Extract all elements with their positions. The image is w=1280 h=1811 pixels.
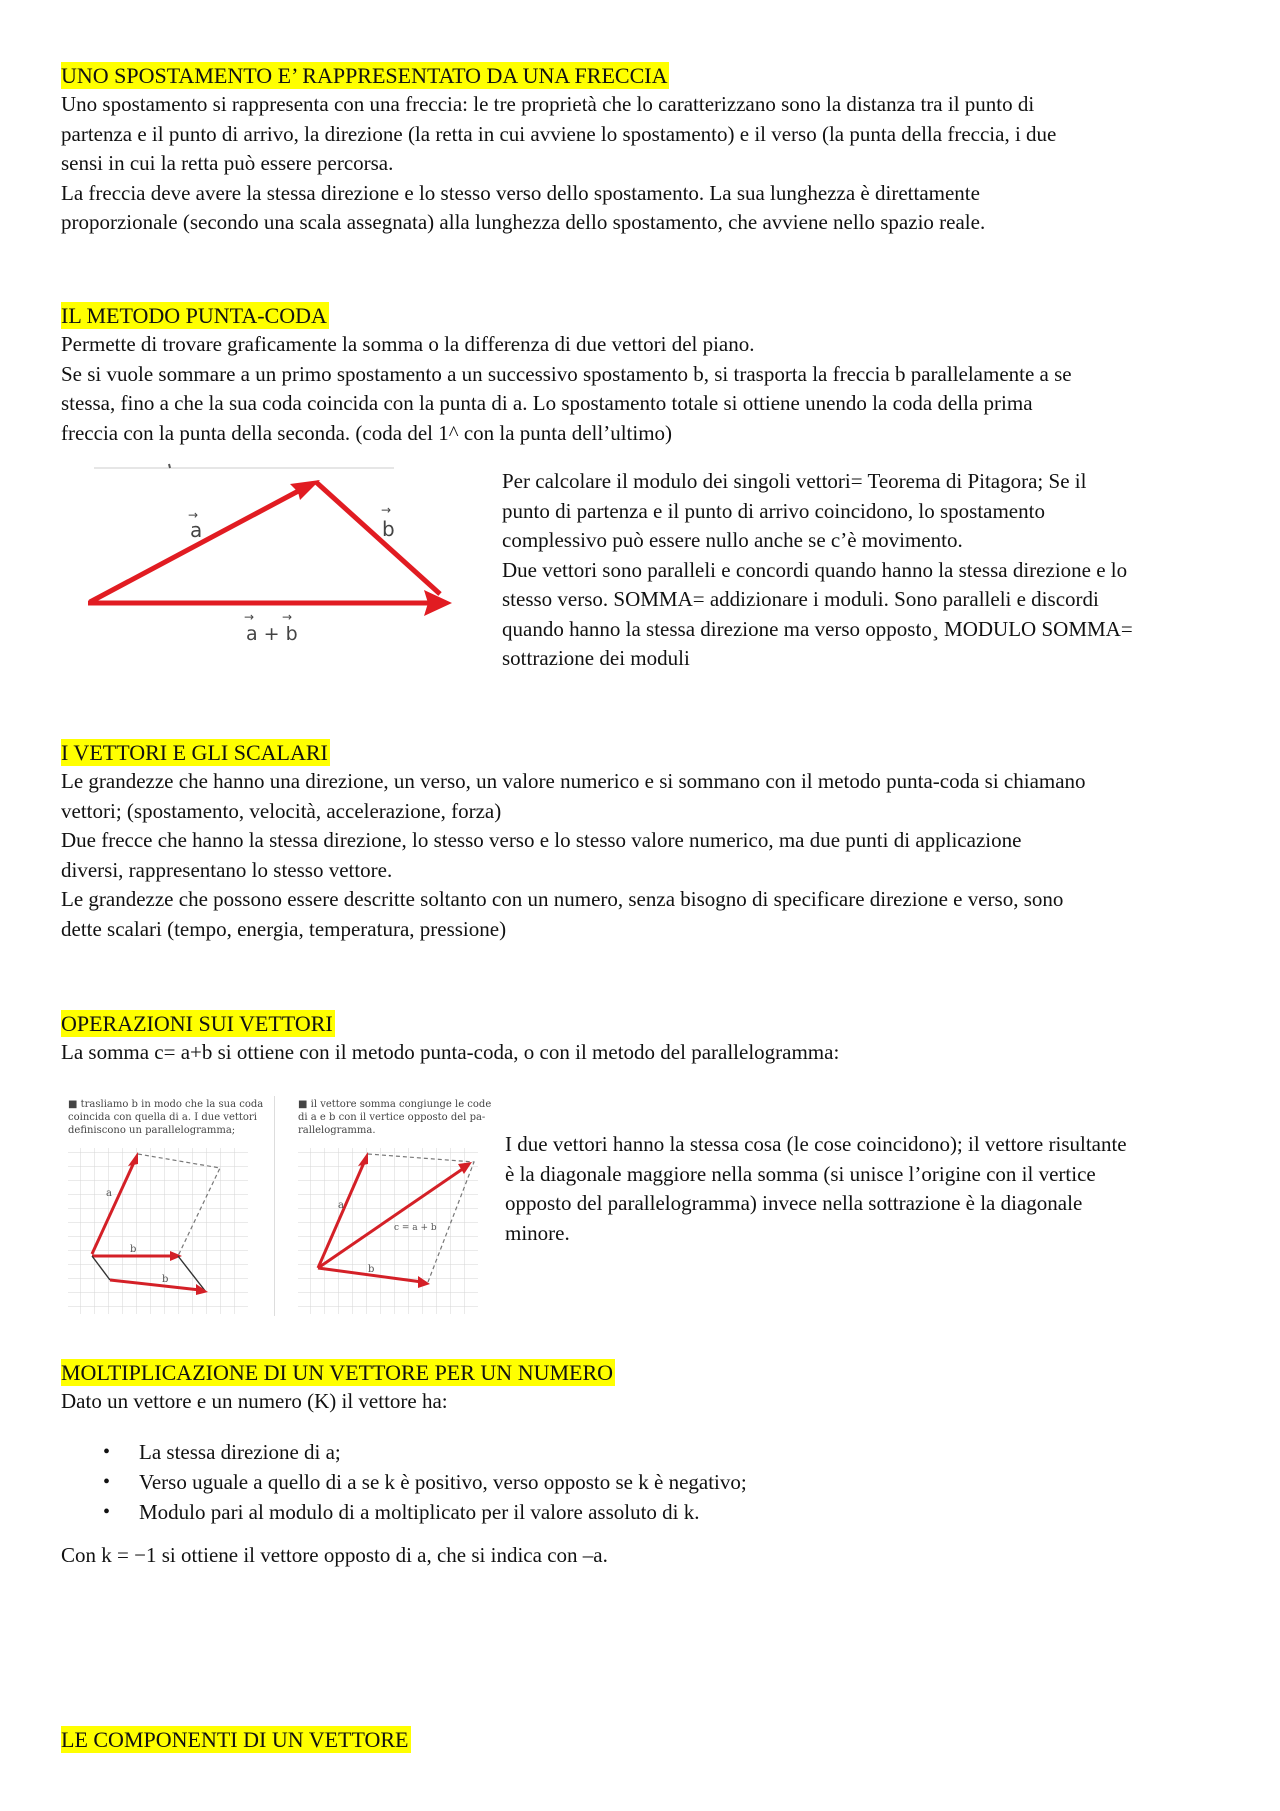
- grid-background: [68, 1148, 248, 1314]
- caption-line: definiscono un parallelogramma;: [68, 1125, 236, 1136]
- list-item: [61, 1497, 747, 1527]
- text-line: Con k = −1 si ottiene il vettore opposto di a, che si indica con –a.: [61, 1543, 608, 1567]
- arrow-mark-sum-b: →: [282, 610, 293, 624]
- text-line: vettori; (spostamento, velocità, accelerazione, forza): [61, 798, 502, 823]
- text-line: minore.: [505, 1220, 570, 1245]
- operazioni-side-text: [505, 1130, 1245, 1248]
- heading-vettori-scalari: I VETTORI E GLI SCALARI: [61, 740, 328, 765]
- caption-line: ■ il vettore somma congiunge le code: [298, 1099, 492, 1110]
- punta-coda-side-text: [502, 467, 1242, 674]
- text-line: diversi, rappresentano lo stesso vettore.: [61, 857, 393, 882]
- arrow-mark-a: →: [188, 508, 199, 522]
- label-b: b: [130, 1244, 137, 1255]
- text-line: opposto del parallelogramma) invece nella sottrazione è la diagonale: [505, 1191, 1083, 1215]
- caption-line: coincida con quella di a. I due vettori: [68, 1112, 257, 1123]
- text-line: freccia con la punta della seconda. (coda del 1^ con la punta dell’ultimo): [61, 420, 673, 445]
- bullet-icon: •: [103, 1471, 111, 1493]
- text-line: sottrazione dei moduli: [502, 646, 690, 670]
- label-b: b: [368, 1264, 375, 1275]
- arrow-mark-sum-a: →: [244, 610, 255, 624]
- properties-list: [61, 1437, 747, 1527]
- label-sum: a + b: [246, 623, 298, 645]
- paragraph-opposto: [61, 1541, 1231, 1571]
- text-line: Le grandezze che possono essere descritte soltanto con un numero, senza bisogno di specificare direzione e verso, sono: [61, 887, 1064, 911]
- text-line: Due vettori sono paralleli e concordi quando hanno la stessa direzione e lo: [502, 557, 1128, 582]
- parallelogram-figure-left: [66, 1096, 266, 1316]
- list-item: [61, 1437, 747, 1467]
- text-line: complessivo può essere nullo anche se c’è movimento.: [502, 528, 963, 552]
- text-line: sensi in cui la retta può essere percorsa.: [61, 151, 394, 175]
- bullet-icon: •: [103, 1441, 111, 1463]
- vector-b-arrow: [316, 482, 440, 594]
- text-line: stessa, fino a che la sua coda coincida con la punta di a. Lo spostamento totale si ottiene unendo la coda della prima: [61, 391, 1033, 415]
- caption-line: di a e b con il vertice opposto del pa-: [298, 1112, 486, 1123]
- label-a: a: [338, 1200, 344, 1211]
- paragraph-operazioni: [61, 1038, 1231, 1068]
- paragraph-moltiplicazione: [61, 1387, 1231, 1417]
- list-item-text: Modulo pari al modulo di a moltiplicato per il valore assoluto di k.: [139, 1500, 700, 1524]
- heading-moltiplicazione: MOLTIPLICAZIONE DI UN VETTORE PER UN NUMERO: [61, 1360, 614, 1385]
- bullet-icon: •: [103, 1501, 111, 1523]
- paragraph-punta-coda: [61, 330, 1231, 448]
- text-line: Uno spostamento si rappresenta con una freccia: le tre proprietà che lo caratterizzano sono la distanza tra il punto di: [61, 92, 1035, 116]
- text-line: stesso verso. SOMMA= addizionare i moduli. Sono paralleli e discordi: [502, 587, 1099, 611]
- text-line: Per calcolare il modulo dei singoli vettori= Teorema di Pitagora; Se il: [502, 469, 1087, 493]
- text-line: Due frecce che hanno la stessa direzione, lo stesso verso e lo stesso valore numerico, ma due punti di applicazione: [61, 828, 1022, 852]
- text-line: Le grandezze che hanno una direzione, un verso, un valore numerico e si sommano con il metodo punta-coda si chiamano: [61, 769, 1086, 793]
- label-a: a: [190, 518, 203, 542]
- heading-componenti: LE COMPONENTI DI UN VETTORE: [61, 1727, 409, 1752]
- text-line: Se si vuole sommare a un primo spostamento a un successivo spostamento b, si trasporta la freccia b parallelamente a se: [61, 361, 1072, 386]
- list-item: [61, 1467, 747, 1497]
- text-line: dette scalari (tempo, energia, temperatura, pressione): [61, 916, 507, 941]
- text-line: è la diagonale maggiore nella somma (si unisce l’origine con il vertice: [505, 1161, 1096, 1186]
- text-line: Permette di trovare graficamente la somma o la differenza di due vettori del piano.: [61, 332, 755, 356]
- list-item-text: Verso uguale a quello di a se k è positivo, verso opposto se k è negativo;: [139, 1470, 747, 1494]
- heading-punta-coda: IL METODO PUNTA-CODA: [61, 303, 327, 328]
- text-line: La freccia deve avere la stessa direzione e lo stesso verso dello spostamento. La sua lunghezza è direttamente: [61, 180, 980, 205]
- heading-spostamento: UNO SPOSTAMENTO E’ RAPPRESENTATO DA UNA FRECCIA: [61, 63, 668, 88]
- text-line: proporzionale (secondo una scala assegnata) alla lunghezza dello spostamento, che avviene nello spazio reale.: [61, 210, 986, 234]
- label-b: b: [162, 1274, 169, 1285]
- figure-divider: [274, 1096, 275, 1316]
- text-line: quando hanno la stessa direzione ma verso opposto¸ MODULO SOMMA=: [502, 616, 1133, 641]
- vector-a-arrow: [90, 488, 304, 602]
- paragraph-spostamento: [61, 90, 1231, 238]
- text-line: punto di partenza e il punto di arrivo coincidono, lo spostamento: [502, 498, 1045, 523]
- label-b: b: [382, 517, 395, 541]
- caption-line: ■ trasliamo b in modo che la sua coda: [68, 1099, 264, 1110]
- heading-operazioni: OPERAZIONI SUI VETTORI: [61, 1011, 333, 1036]
- list-item-text: La stessa direzione di a;: [139, 1440, 341, 1464]
- text-line: partenza e il punto di arrivo, la direzione (la retta in cui avviene lo spostamento) e il verso (la punta della freccia, i due: [61, 121, 1057, 146]
- figure-mark: [169, 464, 170, 468]
- arrow-mark-b: →: [381, 503, 392, 517]
- paragraph-vettori-scalari: [61, 767, 1231, 944]
- text-line: Dato un vettore e un numero (K) il vettore ha:: [61, 1389, 448, 1413]
- label-a: a: [106, 1188, 112, 1199]
- grid-background: [298, 1148, 478, 1314]
- text-line: La somma c= a+b si ottiene con il metodo punta-coda, o con il metodo del parallelogramma:: [61, 1040, 840, 1064]
- label-c: c = a + b: [394, 1223, 437, 1233]
- punta-coda-figure: [84, 462, 464, 662]
- text-line: I due vettori hanno la stessa cosa (le cose coincidono); il vettore risultante: [505, 1132, 1127, 1156]
- parallelogram-figure-right: [296, 1096, 496, 1316]
- caption-line: rallelogramma.: [298, 1125, 376, 1136]
